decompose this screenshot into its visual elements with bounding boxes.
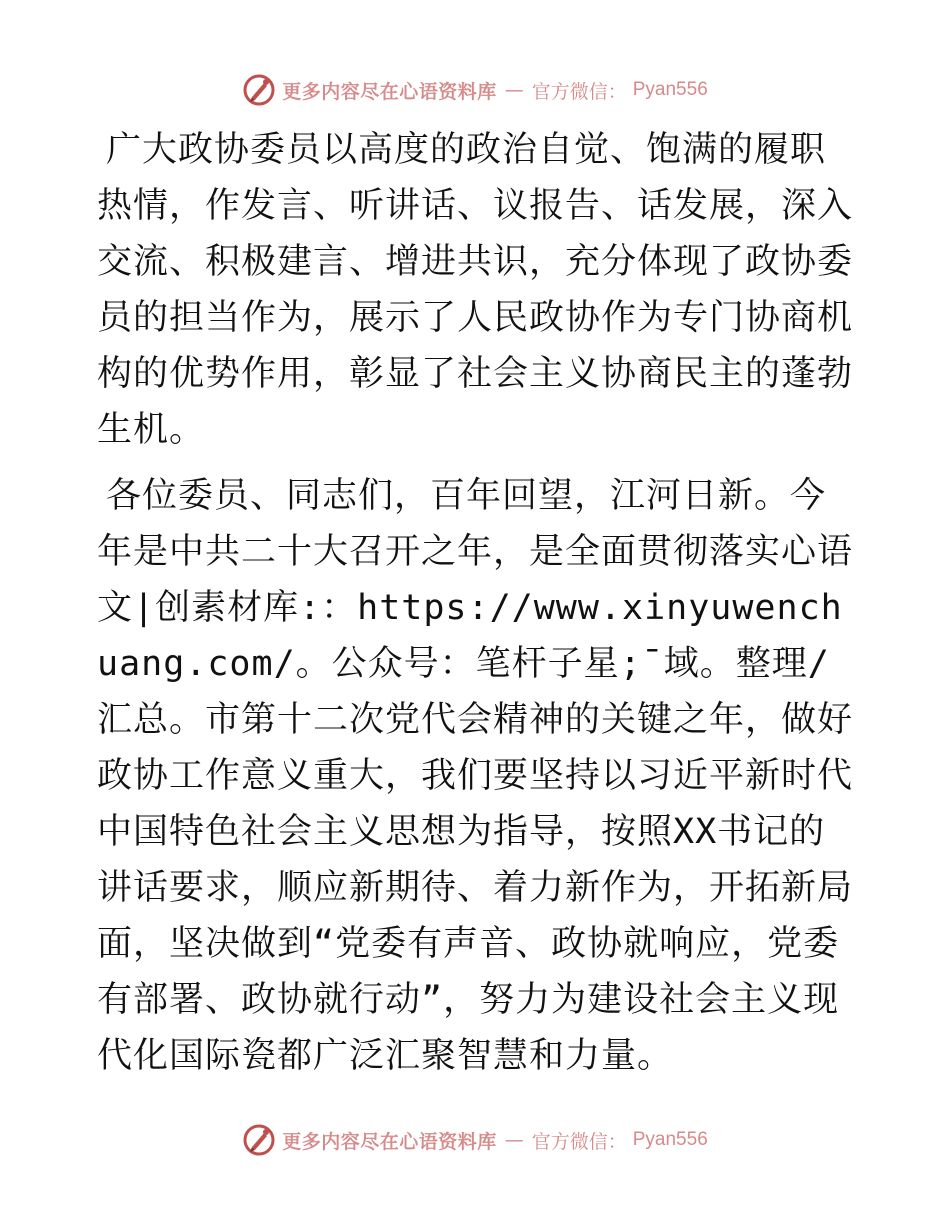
document-body bbox=[97, 122, 857, 1094]
banner-dash: — bbox=[504, 79, 524, 101]
paragraph-1: 广大政协委员以高度的政治自觉、饱满的履职热情，作发言、听讲话、议报告、话发展，深入交流、积极建言、增进共识，充分体现了政协委员的担当作为，展示了人民政协作为专门协商机构的优势作用，彰显了社会主义协商民主的蓬勃生机。 bbox=[97, 130, 854, 450]
footer-banner-content bbox=[242, 1123, 708, 1157]
banner-wechat-label: 官方微信： bbox=[531, 1130, 627, 1153]
footer-banner bbox=[0, 1120, 950, 1160]
banner-wechat-id: Pyan556 bbox=[632, 79, 708, 100]
pen-circle-logo-icon bbox=[242, 73, 276, 107]
header-banner bbox=[0, 70, 950, 110]
pen-circle-logo-icon bbox=[242, 1123, 276, 1157]
banner-slogan: 更多内容尽在心语资料库 bbox=[282, 1130, 497, 1153]
banner-slogan: 更多内容尽在心语资料库 bbox=[282, 80, 497, 103]
paragraph-2: 各位委员、同志们，百年回望，江河日新。今年是中共二十大召开之年，是全面贯彻落实心语文|创素材库:：https://www.xinyuwenchuang.com/。公众号：笔杆子星;¯域。整理/汇总。市第十二次党代会精神的关键之年，做好政协工作意义重大，我们要坚持以习近平新时代中国特色社会主义思想为指导，按照XX书记的讲话要求，顺应新期待、着力新作为，开拓新局面，坚决做到“党委有声音、政协就响应，党委有部署、政协就行动”，努力为建设社会主义现代化国际瓷都广泛汇聚智慧和力量。 bbox=[97, 476, 854, 1076]
banner-dash: — bbox=[504, 1129, 524, 1151]
header-banner-content bbox=[242, 73, 708, 107]
banner-wechat-id: Pyan556 bbox=[632, 1129, 708, 1150]
banner-wechat-label: 官方微信： bbox=[531, 80, 627, 103]
